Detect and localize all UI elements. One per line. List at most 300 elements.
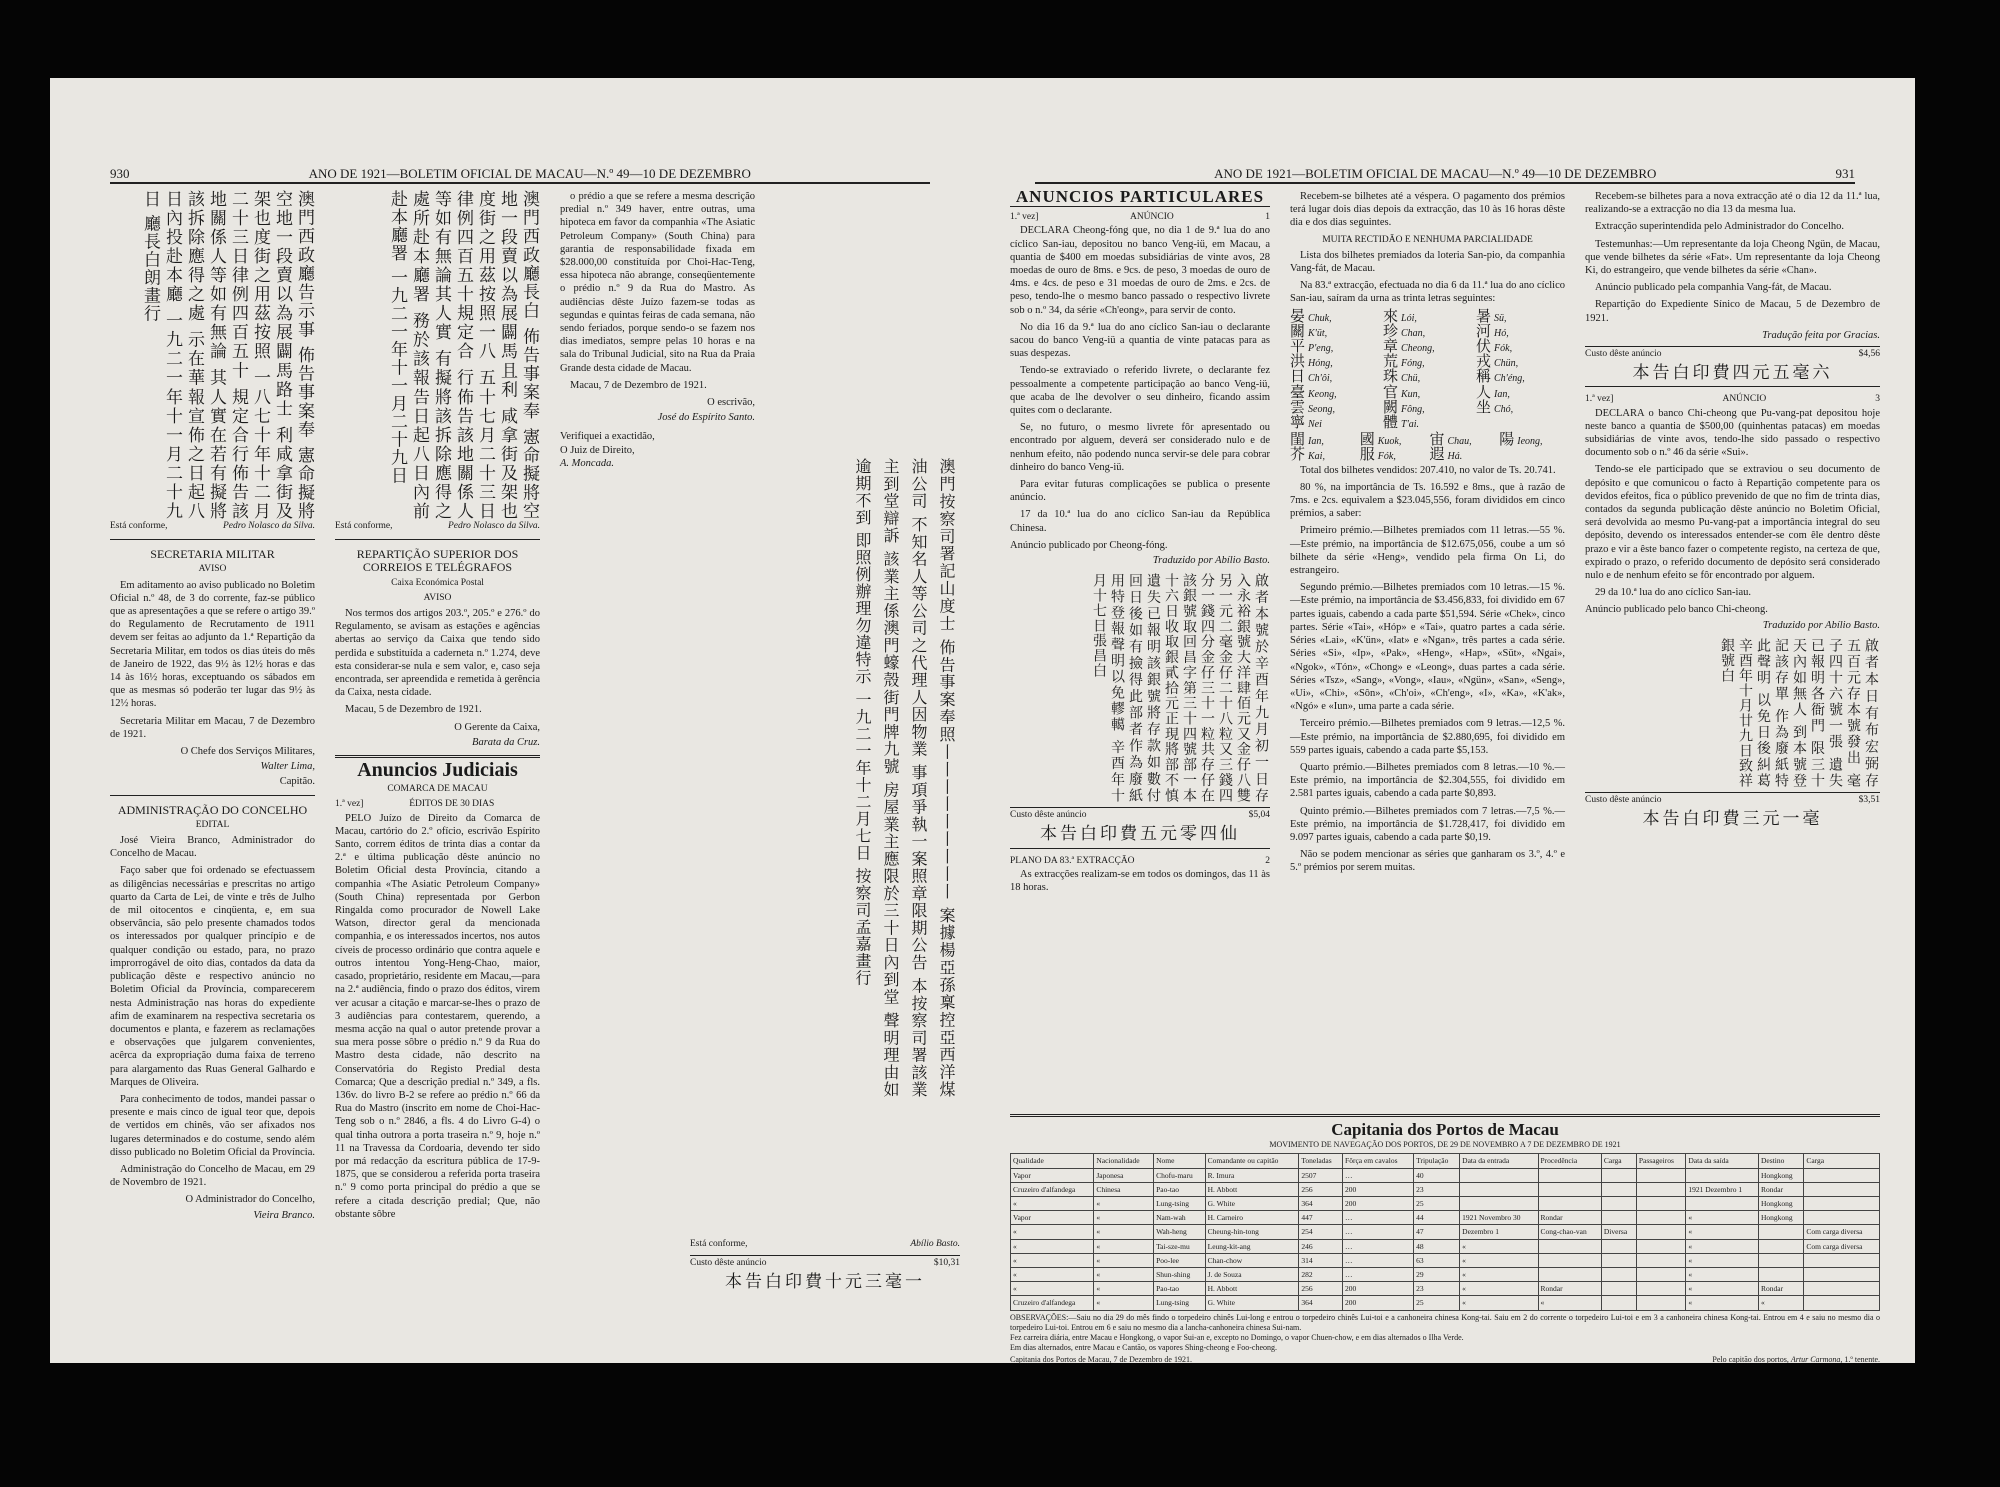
- table-cell: Cheung-hin-tong: [1205, 1225, 1299, 1239]
- conform-label: Está conforme,: [690, 1239, 748, 1249]
- table-cell: [1636, 1225, 1685, 1239]
- table-cell: H. Carneiro: [1205, 1211, 1299, 1225]
- chinese-notice-2: [335, 190, 540, 520]
- secretaria-signer: Walter Lima,: [260, 761, 315, 773]
- lottery-letter: 人 Ian,: [1476, 382, 1510, 401]
- lottery-letter: 坐 Chó,: [1476, 397, 1514, 416]
- lottery-letter: 服 Fók,: [1359, 445, 1396, 464]
- correios-subtitle2: AVISO: [423, 592, 452, 603]
- table-header-row: [1011, 1154, 1880, 1168]
- anuncio1-body5: Para evitar futuras complicações se publica o presente anúncio.: [1010, 479, 1270, 504]
- table-cell: «: [1094, 1211, 1154, 1225]
- secretaria-title: SECRETARIA MILITAR: [150, 547, 275, 562]
- table-row: [1011, 1239, 1880, 1253]
- table-cell: «: [1094, 1225, 1154, 1239]
- table-cell: [1601, 1268, 1636, 1282]
- administracao-intro: José Vieira Branco, Administrador do Concelho de Macau.: [110, 835, 315, 860]
- table-cell: 246: [1299, 1239, 1343, 1253]
- administracao-signer: Vieira Branco.: [253, 1209, 315, 1221]
- lottery-letter: 閨 Ian,: [1290, 430, 1324, 449]
- table-cell: 47: [1414, 1225, 1460, 1239]
- plano-body: As extracções realizam-se em todos os domingos, das 11 às 18 horas.: [1010, 868, 1270, 894]
- table-header-cell: Tripulação: [1414, 1154, 1460, 1168]
- table-cell: 256: [1299, 1182, 1343, 1196]
- table-cell: «: [1538, 1296, 1601, 1310]
- table-cell: 200: [1343, 1197, 1414, 1211]
- edital-label: ÉDITOS DE 30 DIAS: [409, 799, 495, 810]
- table-header-cell: Nacionalidade: [1094, 1154, 1154, 1168]
- correios-place-date: Macau, 5 de Dezembro de 1921.: [345, 704, 482, 716]
- table-cell: 23: [1414, 1282, 1460, 1296]
- table-cell: [1538, 1239, 1601, 1253]
- cn-line: 作為廢紙特此聲明: [1755, 637, 1789, 788]
- table-cell: [1636, 1197, 1685, 1211]
- anuncio1-body: DECLARA Cheong-fóng que, no dia 1 de 9.ª lua do ano cíclico San-iau, depositou no banco Veng-iü, em Macau, a quantia de $400 em moedas subsidiárias de vinte avos, 28 moedas de ouro de 8ms. e 9cs. de peso, 3 moedas de ouro de 4ms. e 4cs. de peso e 31 moedas de ouro de 2ms. e 2cs. de peso, tendo-lhe o mesmo banco passado o respectivo livrete sob o n.º 34, da série «Ch'eong», para servir de conto.: [1010, 225, 1270, 316]
- lottery-letter: 來 Lói,: [1383, 306, 1417, 325]
- table-cell: Wah-heng: [1154, 1225, 1206, 1239]
- running-title: ANO DE 1921—BOLETIM OFICIAL DE MACAU—N.º 49—10 DE DEZEMBRO: [1214, 166, 1657, 181]
- table-cell: [1601, 1282, 1636, 1296]
- table-cell: Chofu-maru: [1154, 1168, 1206, 1182]
- table-cell: [1601, 1211, 1636, 1225]
- judge-role: O Juiz de Direito,: [560, 444, 635, 456]
- table-cell: 23: [1414, 1182, 1460, 1196]
- table-row: [1011, 1253, 1880, 1267]
- table-cell: Japonesa: [1094, 1168, 1154, 1182]
- capitania-place-date: Capitania dos Portos de Macau, 7 de Dezembro de 1921.: [1010, 1354, 1192, 1364]
- table-cell: [1538, 1182, 1601, 1196]
- cn-signature: 廳長白朗畫行: [140, 214, 160, 323]
- table-cell: «: [1460, 1296, 1538, 1310]
- capitania-subtitle: MOVIMENTO DE NAVEGAÇÃO DOS PORTOS, DE 29 DE NOVEMBRO A 7 DE DEZEMBRO DE 1921: [1269, 1140, 1621, 1150]
- secretaria-rank: Capitão.: [279, 776, 315, 788]
- table-header-cell: Procedência: [1538, 1154, 1601, 1168]
- vez-label: 1.ª vez]: [335, 799, 364, 810]
- secretaria-role: O Chefe dos Serviços Militares,: [180, 746, 315, 758]
- table-cell: Leung-kit-ang: [1205, 1239, 1299, 1253]
- anuncio1-translated: Traduzido por Abílio Basto.: [1152, 555, 1270, 567]
- lottery-extraction: Na 83.ª extracção, efectuada no dia 6 da 11.ª lua do ano cíclico San-iau, saíram da urna as trinta letras seguintes:: [1290, 280, 1565, 305]
- table-header-cell: Qualidade: [1011, 1154, 1094, 1168]
- table-cell: [1759, 1268, 1804, 1282]
- right-column-2: [1290, 190, 1565, 1090]
- lottery-letter: 寧 Nei: [1290, 413, 1322, 432]
- table-cell: «: [1011, 1253, 1094, 1267]
- correios-subtitle: Caixa Económica Postal: [391, 577, 484, 588]
- page-header: [110, 158, 930, 184]
- administracao-body: Faço saber que foi ordenado se efectuassem as diligências necessárias e prescritas no artigo quarto da Carta de Lei, de vinte e três de Julho de mil oitocentos e cinqüenta, e, em sua observância, são pelo presente chamados todos os interessados por qualquer princípio e de qualquer condição ou estado, para, no prazo improrrogável de oito dias, contados da data da publicação dêste e respectivo anúncio no Boletim Oficial da Província, comparecerem nesta Administração nas horas do expediente afim de examinarem na respectiva secretaria os documentos e planta, e fazerem as reclamações e observações que julgarem convenientes, acêrca da expropriação duma faixa de terreno para alargamento das Ruas General Galhardo e Marques de Oliveira.: [110, 865, 315, 1088]
- cost-value: $5,04: [1248, 810, 1270, 821]
- cn-line: 分一錢四分金仔三十一粒共存仔在: [1199, 573, 1215, 804]
- table-cell: [1601, 1239, 1636, 1253]
- lottery-pct: 80 %, na importância de Ts. 16.592 e 8ms., que à razão de 7ms. e 2cs. equivalem a $23.045,556, foram divididos em cinco prémios, a saber:: [1290, 481, 1565, 520]
- table-cell: 364: [1299, 1296, 1343, 1310]
- table-cell: [1538, 1253, 1601, 1267]
- table-cell: [1538, 1268, 1601, 1282]
- table-cell: Lung-tsing: [1154, 1197, 1206, 1211]
- cn-line: 以免日後糾葛: [1755, 692, 1771, 788]
- correios-title: REPARTIÇÃO SUPERIOR DOS CORREIOS E TELÉGRAFOS: [356, 547, 519, 575]
- table-cell: [1636, 1253, 1685, 1267]
- lottery-letter: 珍 Chan,: [1383, 321, 1426, 340]
- judge-signer: A. Moncada.: [560, 457, 614, 469]
- correios-body: Nos termos dos artigos 203.º, 205.º e 276.º do Regulamento, se avisam as estações e agências abertas ao serviço da Caixa que tendo sido perdida e substituída a caderneta n.º 1.274, deve esta considerar-se nula e sem valor, e, caso seja encontrada, ser apreendida e remetida à gerência da Caixa, nesta cidade.: [335, 608, 540, 699]
- correios-role: O Gerente da Caixa,: [454, 721, 540, 733]
- table-cell: Com carga diversa: [1804, 1239, 1880, 1253]
- cn-line: 遺失已報明該銀號將存款如數付: [1145, 573, 1161, 804]
- table-row: [1011, 1268, 1880, 1282]
- conform-label: Está conforme,: [110, 521, 168, 531]
- table-cell: [1601, 1296, 1636, 1310]
- table-cell: «: [1686, 1282, 1759, 1296]
- table-cell: 1921 Dezembro 1: [1686, 1182, 1759, 1196]
- table-cell: [1804, 1168, 1880, 1182]
- table-header-cell: Data da saída: [1686, 1154, 1759, 1168]
- table-cell: [1759, 1239, 1804, 1253]
- table-cell: 256: [1299, 1282, 1343, 1296]
- page-header: [1035, 158, 1855, 184]
- cn-line: 啟者本日有布宏弼存: [1863, 637, 1879, 788]
- table-header-cell: Passageiros: [1636, 1154, 1685, 1168]
- cn-line: 辛酉年十月十七日張昌白: [1091, 573, 1125, 804]
- table-cell: …: [1343, 1239, 1414, 1253]
- secretaria-subtitle: AVISO: [198, 564, 227, 575]
- lottery-letters: [1290, 306, 1565, 432]
- table-cell: «: [1460, 1268, 1538, 1282]
- capitania-obs3: Em dias alternados, entre Macau e Cantão, os vapores Shing-cheong e Foo-cheong.: [1010, 1342, 1278, 1352]
- correios-signer: Barata da Cruz.: [472, 736, 540, 748]
- cn-line: 回日後如有撿得此部者作為廢紙: [1127, 573, 1143, 804]
- table-cell: Vapor: [1011, 1211, 1094, 1225]
- table-cell: 314: [1299, 1253, 1343, 1267]
- cn-line: 五百元存本號發出: [1845, 637, 1861, 767]
- table-cell: «: [1094, 1282, 1154, 1296]
- table-cell: «: [1686, 1211, 1759, 1225]
- cost-chinese: 本告白印費三元一毫: [1642, 809, 1823, 830]
- lottery-letter: 平 P'eng,: [1290, 337, 1334, 356]
- table-cell: [1538, 1168, 1601, 1182]
- lottery-intro: Recebem-se bilhetes até a véspera. O pagamento dos prémios terá lugar dois dias depois da extracção, das 10 às 16 horas dêste dia e dos dias seguintes.: [1290, 191, 1565, 229]
- lottery-letter: 晏 Chuk,: [1290, 306, 1332, 325]
- capitania-obs: OBSERVAÇÕES:—Saiu no dia 29 do mês findo o torpedeiro chinês Lui-long e entrou o torpedeiro chinês Lui-toi e a canhoneira chinesa Kong-tai. Saiu em 2 do corrente o torpedeiro Lui-toi e em 3 a canhoneira chinesa Kong-tai. Entrou em 4 e saiu no mesmo dia o torpedeiro Lui-toi. Entrou em 6 e saiu no mesmo dia a lancha-canhoneira chinesa Sui-nam.: [1010, 1312, 1880, 1332]
- cn-line: 務於該報告日起八日內前赴本廳署: [387, 190, 429, 521]
- table-cell: 364: [1299, 1197, 1343, 1211]
- table-cell: …: [1343, 1211, 1414, 1225]
- running-title: ANO DE 1921—BOLETIM OFICIAL DE MACAU—N.º 49—10 DE DEZEMBRO: [308, 166, 751, 181]
- table-cell: 200: [1343, 1282, 1414, 1296]
- table-row: [1011, 1211, 1880, 1225]
- continuation-body: o prédio a que se refere a mesma descrição predial n.º 349 haver, entre outras, uma hipoteca em favor da companhia «The Asiatic Petroleum Company» (South China) para garantia de responsabilidade fixada em $28.000,00 constituída por Choi-Hac-Teng, essa hipoteca não abrange, conseqüentemente o prédio n.º 9 da Rua do Mastro. As audiências dêste Juízo fazem-se todas as segundas e quintas feiras de cada semana, não sendo feriados, porque sendo-o se fazem nos dias imediatos, sempre pelas 10 horas e na sala do Tribunal Judicial, sito na Rua da Praia Grande desta cidade de Macau.: [560, 191, 755, 374]
- table-cell: [1804, 1197, 1880, 1211]
- table-cell: …: [1343, 1253, 1414, 1267]
- table-cell: Chinesa: [1094, 1182, 1154, 1196]
- table-cell: [1804, 1182, 1880, 1196]
- table-cell: 25: [1414, 1197, 1460, 1211]
- table-cell: «: [1011, 1268, 1094, 1282]
- administracao-role: O Administrador do Concelho,: [185, 1194, 315, 1206]
- table-cell: [1460, 1182, 1538, 1196]
- navigation-table: [1010, 1153, 1880, 1310]
- anuncio-num: 3: [1875, 394, 1880, 405]
- lottery-prize-4: Quarto prémio.—Bilhetes premiados com 8 letras.—10 %.—Este prémio, na importância de $2.304,555, foi dividido em 2.581 partes iguais, cabendo a cada parte $0,893.: [1290, 761, 1565, 800]
- table-cell: …: [1343, 1168, 1414, 1182]
- capitania-role: Pelo capitão dos portos,: [1712, 1354, 1789, 1364]
- table-row: [1011, 1225, 1880, 1239]
- table-cell: Hongkong: [1759, 1197, 1804, 1211]
- table-header-cell: Fôrça em cavalos: [1343, 1154, 1414, 1168]
- table-row: [1011, 1168, 1880, 1182]
- anuncio3-translated: Traduzido por Abílio Basto.: [1762, 619, 1880, 631]
- cost-label: Custo dêste anúncio: [1010, 810, 1087, 821]
- table-cell: [1636, 1268, 1685, 1282]
- anuncio3-body: DECLARA o banco Chi-cheong que Pu-vang-pat depositou hoje neste banco a quantia de $500,00 (quinhentas patacas) em moedas subsidiárias de vinte avos, tendo-lhe sido passado o respectivo documento sob o n.º 46 da série «Sui».: [1585, 407, 1880, 459]
- lottery-note: Não se podem mencionar as séries que ganharam os 3.º, 4.º e 5.º prémios por serem muitas.: [1290, 849, 1565, 874]
- table-cell: Cruzeiro d'alfandega: [1011, 1296, 1094, 1310]
- cn-line: 澳門西政廳告示事: [294, 190, 314, 339]
- table-cell: «: [1094, 1296, 1154, 1310]
- lottery-prize-2: Segundo prémio.—Bilhetes premiados com 10 letras.—15 %.—Este prémio, na importância de $3.456,833, foi dividido em 67 partes iguais, cabendo a cada parte $51,594. Série «Chek», cinco partes. Série «Tai», «Hóp» e «Tai», quatro partes a cada série. Séries «Lai», «K'ün», «Iat» e «Ngan», três partes a cada série. Séries «Si», «Ip», «Pak», «Heng», «Hap», «Süt», «Ngai», «Ngok», «Tón», «Chong» e «Leong», duas partes a cada série. Séries «Tsz», «Sang», «Vong», «Iau», «Ngün», «San», «Seng», «Ui», «Chi», «Sôn», «Ch'oi», «Ch'eng», «I», «Ka», «K'ak», «Ngó» e «Iun», uma parte a cada série.: [1290, 582, 1565, 713]
- lottery-letter: 洪 Hóng,: [1290, 352, 1333, 371]
- table-cell: 1921 Novembro 30: [1460, 1211, 1538, 1225]
- plano-title: PLANO DA 83.ª EXTRACÇÃO: [1010, 855, 1135, 866]
- table-cell: Rondar: [1538, 1211, 1601, 1225]
- table-row: [1011, 1282, 1880, 1296]
- table-cell: [1460, 1197, 1538, 1211]
- vez-label: 1.ª vez]: [1010, 212, 1039, 223]
- cn-line: 憲命擬將空地一段賣以為展闢馬路士: [272, 190, 314, 521]
- cn-line: 利咸拿街及架也度街之用茲按照: [250, 190, 292, 521]
- continuation-verified: Verifiquei a exactidão,: [560, 431, 655, 443]
- cn-line: 其人實在若有擬將該拆除應得之處: [184, 190, 226, 521]
- cost-label: Custo dêste anúncio: [1585, 794, 1662, 805]
- capitania-section: [1010, 1108, 1880, 1364]
- cn-line: 事項爭執一案照章限期公告: [909, 764, 928, 972]
- lottery-prize-3: Terceiro prémio.—Bilhetes premiados com 9 letras.—12,5 %.—Este prémio, na importância de $2.880,695, foi dividido em 559 partes iguais, cabendo a cada parte $5,153.: [1290, 718, 1565, 756]
- table-header-cell: Comandante ou capitão: [1205, 1154, 1299, 1168]
- secretaria-place-date: Secretaria Militar em Macau, 7 de Dezembro de 1921.: [110, 715, 315, 740]
- cost-label: Custo dêste anúncio: [690, 1258, 767, 1269]
- table-cell: Cruzeiro d'alfandega: [1011, 1182, 1094, 1196]
- table-cell: Rondar: [1759, 1282, 1804, 1296]
- cn-line: 有擬將該拆除應得之處所赴本廳署: [409, 190, 451, 521]
- table-cell: «: [1011, 1225, 1094, 1239]
- table-cell: Tai-sze-mu: [1154, 1239, 1206, 1253]
- table-cell: Chan-chow: [1205, 1253, 1299, 1267]
- table-cell: [1686, 1197, 1759, 1211]
- anuncio-label: ANÚNCIO: [1129, 212, 1174, 223]
- table-cell: …: [1343, 1268, 1414, 1282]
- anuncio1-published: Anúncio publicado por Cheong-fóng.: [1010, 539, 1168, 551]
- capitania-rank: 1.º tenente.: [1844, 1354, 1880, 1364]
- anuncio1-body3: Tendo-se extraviado o referido livrete, o declarante fez pessoalmente a competente participação ao banco Veng-iü, que acaba de lhe devolver o seu dinheiro, ficando assim quites com o declarante.: [1010, 365, 1270, 417]
- table-cell: [1636, 1182, 1685, 1196]
- table-cell: 40: [1414, 1168, 1460, 1182]
- table-cell: 25: [1414, 1296, 1460, 1310]
- cn-date: 一九二一年十一月二十九日: [140, 190, 182, 521]
- cn-line: 啟者本號於辛酉年九月初一日存: [1253, 573, 1269, 804]
- lottery-letter: 宙 Chau,: [1429, 430, 1472, 449]
- continuation-role: O escrivão,: [707, 397, 755, 409]
- table-cell: Lung-tsing: [1154, 1296, 1206, 1310]
- anuncio3-date: 29 da 10.ª lua do ano cíclico San-iau.: [1595, 587, 1751, 599]
- table-cell: «: [1011, 1197, 1094, 1211]
- cn-line: 另一元二毫金仔二十八粒又三錢四: [1217, 573, 1233, 804]
- lottery-letters-extra: [1290, 430, 1565, 464]
- table-cell: G. White: [1205, 1197, 1299, 1211]
- table-cell: «: [1094, 1268, 1154, 1282]
- cn-line: 本按察司署該業主到堂辯訴: [881, 458, 928, 1099]
- cn-line: 澳門西政廳長白: [519, 190, 539, 321]
- lottery-list-intro: Lista dos bilhetes premiados da loteria San-pio, da companhia Vang-fát, de Macau.: [1290, 249, 1565, 275]
- table-cell: 63: [1414, 1253, 1460, 1267]
- administracao-place-date: Administração do Concelho de Macau, em 29 de Novembro de 1921.: [110, 1163, 315, 1189]
- lottery-letter: 關 K'üt,: [1290, 321, 1328, 340]
- lottery-superint: Extracção superintendida pelo Administrador do Concelho.: [1595, 221, 1845, 233]
- cn-line: 用特登報聲明以免轇轕: [1109, 573, 1125, 734]
- cn-line: 咸拿街及架也度街之用茲按照一八: [475, 190, 517, 521]
- lottery-prize-1: Primeiro prémio.—Bilhetes premiados com 11 letras.—55 %.—Este prémio, na importância de $12.675,056, coube a um só bilhete da série «Heng», vendido pela firma On Li, do estrangeiro.: [1290, 525, 1565, 577]
- table-cell: H. Abbott: [1205, 1182, 1299, 1196]
- cn-line: 該業主係澳門蠔殼街門牌九號: [881, 550, 900, 775]
- table-cell: «: [1460, 1282, 1538, 1296]
- table-cell: [1636, 1239, 1685, 1253]
- administracao-subtitle: EDITAL: [195, 819, 230, 830]
- table-cell: R. Imura: [1205, 1168, 1299, 1182]
- conform-label: Está conforme,: [335, 521, 393, 531]
- table-cell: «: [1759, 1296, 1804, 1310]
- lottery-letter: 闕 Fông,: [1383, 397, 1425, 416]
- anuncio3-chinese: [1585, 638, 1880, 788]
- table-header-cell: Data da entrada: [1460, 1154, 1538, 1168]
- table-cell: H. Abbott: [1205, 1282, 1299, 1296]
- table-cell: Vapor: [1011, 1168, 1094, 1182]
- table-cell: [1636, 1168, 1685, 1182]
- cn-line: 佈告事案奉照丨丨丨丨丨丨丨丨丨: [937, 638, 956, 901]
- signer: Abílio Basto.: [910, 1239, 960, 1249]
- lottery-subhead: MUITA RECTIDÃO E NENHUMA PARCIALIDADE: [1322, 234, 1533, 245]
- lottery-totals: Total dos bilhetes vendidos: 207.410, no valor de Ts. 20.741.: [1300, 464, 1556, 476]
- lottery-cont-body: Recebem-se bilhetes para a nova extracção até o dia 12 da 11.ª lua, realizando-se a extracção no dia 13 da mesma lua.: [1585, 191, 1880, 216]
- table-cell: Hongkong: [1759, 1211, 1804, 1225]
- page-number: 930: [110, 166, 130, 181]
- secretaria-body: Em aditamento ao aviso publicado no Boletim Oficial n.º 48, de 3 do corrente, faz-se público que as apresentações a que se refere o artigo 39.º do Regulamento de Recrutamento de 1911 devem ser feitas ao adjunto da 1.ª Repartição da Secretaria Militar, em todos os dias úteis do mês de Janeiro de 1922, das 9½ às 12½ horas e das 14 às 16½ horas, exceptuando os sábados em que as mesmas só poderão ter lugar das 9½ às 12½ horas.: [110, 579, 315, 710]
- anuncio3-published: Anúncio publicado pelo banco Chi-cheong.: [1585, 604, 1768, 616]
- cn-line: 規定合行佈告該地關係人等如有無論: [206, 190, 248, 521]
- table-cell: J. de Souza: [1205, 1268, 1299, 1282]
- table-cell: Dezembro 1: [1460, 1225, 1538, 1239]
- lottery-letter: 稱 Ch'éng,: [1476, 367, 1525, 386]
- continuation-place-date: Macau, 7 de Dezembro de 1921.: [570, 379, 707, 391]
- anuncio-num: 1: [1265, 212, 1270, 223]
- cost-value: $4,56: [1858, 349, 1880, 360]
- cn-line: 聲明理由如逾期不到: [853, 458, 900, 1098]
- administracao-title: ADMINISTRAÇÃO DO CONCELHO: [117, 802, 308, 817]
- lottery-published: Anúncio publicado pela companhia Vang-fát, de Macau.: [1595, 282, 1832, 294]
- table-header-cell: Destino: [1759, 1154, 1804, 1168]
- cn-line: 一八七十年十二月二十三日律例四百五十: [228, 190, 270, 521]
- table-cell: Pao-tao: [1154, 1282, 1206, 1296]
- right-page: [975, 78, 1915, 1363]
- chinese-court-notice: [560, 458, 960, 1098]
- cost-label: Custo dêste anúncio: [1585, 349, 1662, 360]
- lottery-letter: 陽 Ieong,: [1499, 430, 1543, 449]
- right-column-3: [1585, 190, 1880, 1090]
- table-cell: [1601, 1168, 1636, 1182]
- judiciais-body: PELO Juízo de Direito da Comarca de Macau, cartório do 2.º ofício, escrivão Espírito Santo, correm éditos de trinta dias a contar da 2.ª e última publicação dêste anúncio no Boletim Oficial desta Província, citando a companhia «The Asiatic Petroleum Company» (South China) representada por Gerbon Ringalda como procurador de Nowell Lake Watson, director geral da mencionada companhia, e os interessados incertos, nos autos cíveis de processo ordinário que contra aquele e outros intentou Yong-Heng-Chao, maior, casado, proprietário, residente em Macau,—para na 2.ª audiência, findo o prazo dos éditos, virem ver acusar a citação e marcar-se-lhes o prazo de 3 audiências para contestarem, querendo, a mesma acção na qual o autor pretende provar a sua mera posse sôbre o prédio n.º 9 da Rua do Mastro desta cidade, não descrito na Conservatória do Registo Predial desta Comarca; Que a descrição predial n.º 349, a fls. 136v. do livro B-2 se refere ao prédio n.º 66 da Rua do Mastro (inscrito em nome de Choi-Hac-Teng sob o n.º 2846, a fls. 4 do Livro G-4) o qual tinha outrora a porta traseira n.º 9, hoje n.º 11 na Travessa da Cordoaria, devendo ter sido por má redacção da escritura pública de 17-9-1875, que se considerou a referida porta traseira n.º 9 como porta principal do prédio a que se refere a citada descrição predial; Que, não obstante sôbre: [335, 812, 540, 1220]
- cn-line: 不知名人等公司之代理人因物業: [909, 516, 928, 758]
- administracao-body2: Para conhecimento de todos, mandei passar o presente e mais cinco de igual teor que, depois de vertidos em chinês, vão ser afixados nos lugares determinados e do costume, sendo além disso publicado no Boletim Oficial da Província.: [110, 1093, 316, 1158]
- table-cell: «: [1094, 1197, 1154, 1211]
- cn-line: 行佈告該地關係人等如有無論其人實: [431, 190, 473, 521]
- cost-value: $10,31: [933, 1258, 960, 1269]
- cn-line: 該銀號取回昌字第三十四號部一本: [1181, 573, 1197, 804]
- table-cell: [1636, 1282, 1685, 1296]
- table-cell: [1804, 1296, 1880, 1310]
- table-header-cell: Nome: [1154, 1154, 1206, 1168]
- lottery-letter: 臺 Keong,: [1290, 382, 1337, 401]
- table-cell: [1804, 1253, 1880, 1267]
- lottery-prize-5: Quinto prémio.—Bilhetes premiados com 7 letras.—7,5 %.—Este prémio, na importância de $1.728,417, foi dividido em 9.097 partes iguais, cabendo a cada parte $0,19.: [1290, 805, 1565, 843]
- cost-chinese: 本告白印費五元零四仙: [1040, 824, 1240, 845]
- table-cell: «: [1094, 1239, 1154, 1253]
- lottery-letter: 珠 Chü,: [1383, 367, 1421, 386]
- right-column-1: [1010, 187, 1270, 1110]
- lottery-letter: 芥 Kai,: [1290, 445, 1325, 464]
- table-cell: Rondar: [1759, 1182, 1804, 1196]
- lottery-letter: 伏 Fók,: [1476, 337, 1513, 356]
- cn-line: 遺失已報明各衙門: [1809, 637, 1843, 788]
- particulares-title: ANUNCIOS PARTICULARES: [1010, 190, 1270, 207]
- table-cell: «: [1460, 1239, 1538, 1253]
- cn-line: 入永裕銀號大洋肆佰元又金仔八雙: [1235, 573, 1251, 804]
- left-column-2: [335, 190, 540, 1355]
- table-cell: Cong-chao-van: [1538, 1225, 1601, 1239]
- cn-line: 即照例辦理勿違特示: [853, 532, 872, 686]
- table-cell: [1759, 1253, 1804, 1267]
- cn-line: 示在華報宣佈之日起八日內投赴本廳: [162, 190, 204, 521]
- table-row: [1011, 1197, 1880, 1211]
- anuncio1-date: 17 da 10.ª lua do ano cíclico San-iau da República Chinesa.: [1010, 509, 1270, 534]
- table-header-cell: Toneladas: [1299, 1154, 1343, 1168]
- table-cell: «: [1460, 1253, 1538, 1267]
- table-cell: [1636, 1211, 1685, 1225]
- table-cell: «: [1686, 1253, 1759, 1267]
- anuncio1-body2: No dia 16 da 9.ª lua do ano cíclico San-iau o declarante sacou do banco Veng-iü a quantia de vinte patacas para as suas despezas.: [1010, 321, 1270, 360]
- cn-line: 澳門按察司署記山度士: [937, 458, 956, 633]
- table-cell: [1759, 1225, 1804, 1239]
- cn-line: 毫子四十六號一張: [1827, 637, 1861, 788]
- table-cell: «: [1011, 1239, 1094, 1253]
- cn-line: 到本號登記該存單: [1773, 637, 1807, 788]
- page-number: 931: [1835, 166, 1855, 181]
- cn-line: 限三十天內如無人: [1791, 637, 1825, 788]
- lottery-place: Repartição do Expediente Sínico de Macau, 5 de Dezembro de 1921.: [1585, 299, 1880, 324]
- table-header-cell: Carga: [1804, 1154, 1880, 1168]
- capitania-signer: Artur Carmona,: [1790, 1354, 1843, 1364]
- table-cell: [1601, 1253, 1636, 1267]
- lottery-letter: 國 Kuok,: [1359, 430, 1402, 449]
- table-cell: Poo-lee: [1154, 1253, 1206, 1267]
- judiciais-court: COMARCA DE MACAU: [387, 784, 488, 795]
- table-cell: 254: [1299, 1225, 1343, 1239]
- table-cell: 200: [1343, 1182, 1414, 1196]
- table-cell: «: [1686, 1296, 1759, 1310]
- cost-value: $3,51: [1858, 794, 1880, 805]
- table-cell: 44: [1414, 1211, 1460, 1225]
- lottery-letter: 荒 Fóng,: [1383, 352, 1425, 371]
- signer: Pedro Nolasco da Silva.: [223, 521, 315, 531]
- signer: Pedro Nolasco da Silva.: [448, 521, 540, 531]
